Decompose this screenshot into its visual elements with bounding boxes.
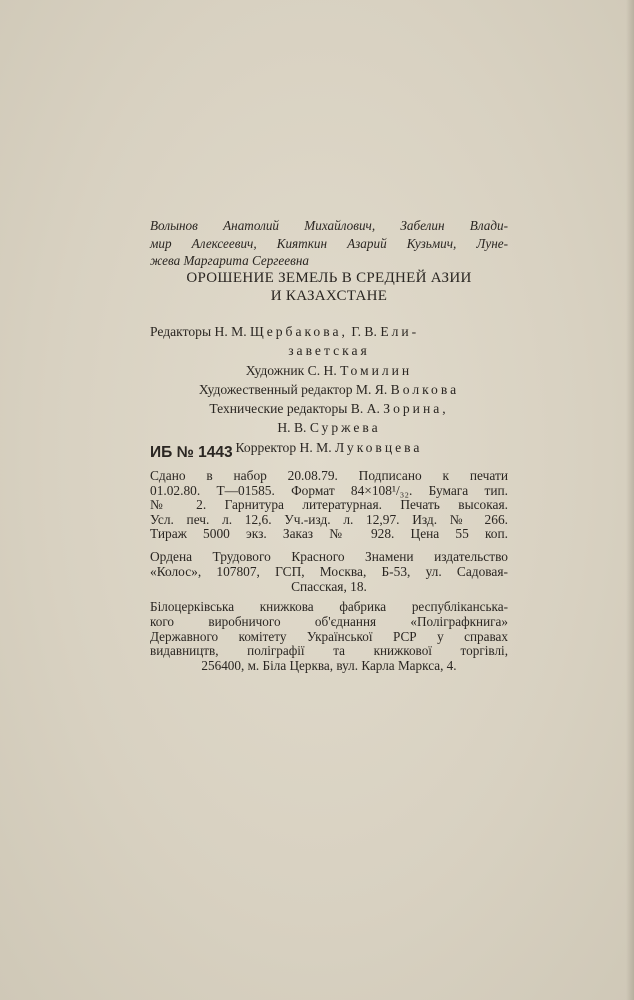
authors-block <box>150 217 508 270</box>
authors-line-1: Волынов Анатолий Михайлович, Забелин Влади- <box>150 218 508 233</box>
page-edge-shadow <box>626 0 634 1000</box>
publisher-line-2: «Колос», 107807, ГСП, Москва, Б-53, ул. Садовая- <box>150 563 508 579</box>
printer-block <box>150 600 508 674</box>
art-editor-name: Волкова <box>390 381 460 397</box>
authors-line-2: мир Алексеевич, Кияткин Азарий Кузьмич, Луне- <box>150 235 508 251</box>
publisher-line-3: Спасская, 18. <box>291 578 367 594</box>
printer-line-2: кого виробничого об'єднання «Поліграфкнига» <box>150 613 508 629</box>
artist-line: Художник С. Н. Томилин <box>245 362 413 378</box>
editors-line-2: заветская <box>288 343 370 359</box>
tech-editor-name-1: Зорина, <box>383 401 449 417</box>
imprint-line-3: № 2. Гарнитура литературная. Печать высокая. <box>150 497 508 513</box>
artist-name: Томилин <box>340 362 413 378</box>
editor-name-1: Щербакова, <box>250 324 348 339</box>
imprint-line-2: 01.02.80. Т—01585. Формат 84×108¹/₃₂. Бумага тип. <box>150 482 508 498</box>
book-title <box>150 270 508 305</box>
imprint-line-5: Тираж 5000 экз. Заказ № 928. Цена 55 коп. <box>150 526 508 542</box>
title-line-1: ОРОШЕНИЕ ЗЕМЕЛЬ В СРЕДНЕЙ АЗИИ <box>186 270 472 286</box>
tech-editors-line-2: Н. В. Суржева <box>277 420 381 436</box>
editors-line: Редакторы Н. М. Щербакова, Г. В. Ели- <box>150 324 420 339</box>
art-editor-line: Художественный редактор М. Я. Волкова <box>198 381 460 397</box>
printer-line-5: 256400, м. Біла Церква, вул. Карла Маркса, 4. <box>201 658 457 674</box>
title-line-2: И КАЗАХСТАНЕ <box>270 287 388 304</box>
imprint-line-4: Усл. печ. л. 12,6. Уч.-изд. л. 12,97. Изд. № 266. <box>150 511 508 527</box>
imprint-line-1: Сдано в набор 20.08.79. Подписано к печати <box>150 468 508 483</box>
tech-editor-name-2: Суржева <box>309 420 381 436</box>
printer-line-1: Білоцерківська книжкова фабрика республіканська- <box>150 599 508 614</box>
editor-name-2: Ели- <box>380 324 420 339</box>
printer-line-3: Державного комітету Української РСР у справах <box>150 628 508 644</box>
publisher-line-1: Ордена Трудового Красного Знамени издательство <box>150 549 508 564</box>
tech-editors-line: Технические редакторы В. А. Зорина, <box>209 401 449 417</box>
corrector-name: Луковцева <box>335 439 423 455</box>
printer-line-4: видавництв, поліграфії та книжкової торгівлі, <box>150 643 508 659</box>
ib-number: ИБ № 1443 <box>150 444 233 461</box>
authors-line-3: жева Маргарита Сергеевна <box>150 253 310 268</box>
imprint-block <box>150 469 508 542</box>
credits-block <box>150 322 508 457</box>
publisher-block <box>150 550 508 594</box>
corrector-line: Корректор Н. М. Луковцева <box>235 439 423 455</box>
